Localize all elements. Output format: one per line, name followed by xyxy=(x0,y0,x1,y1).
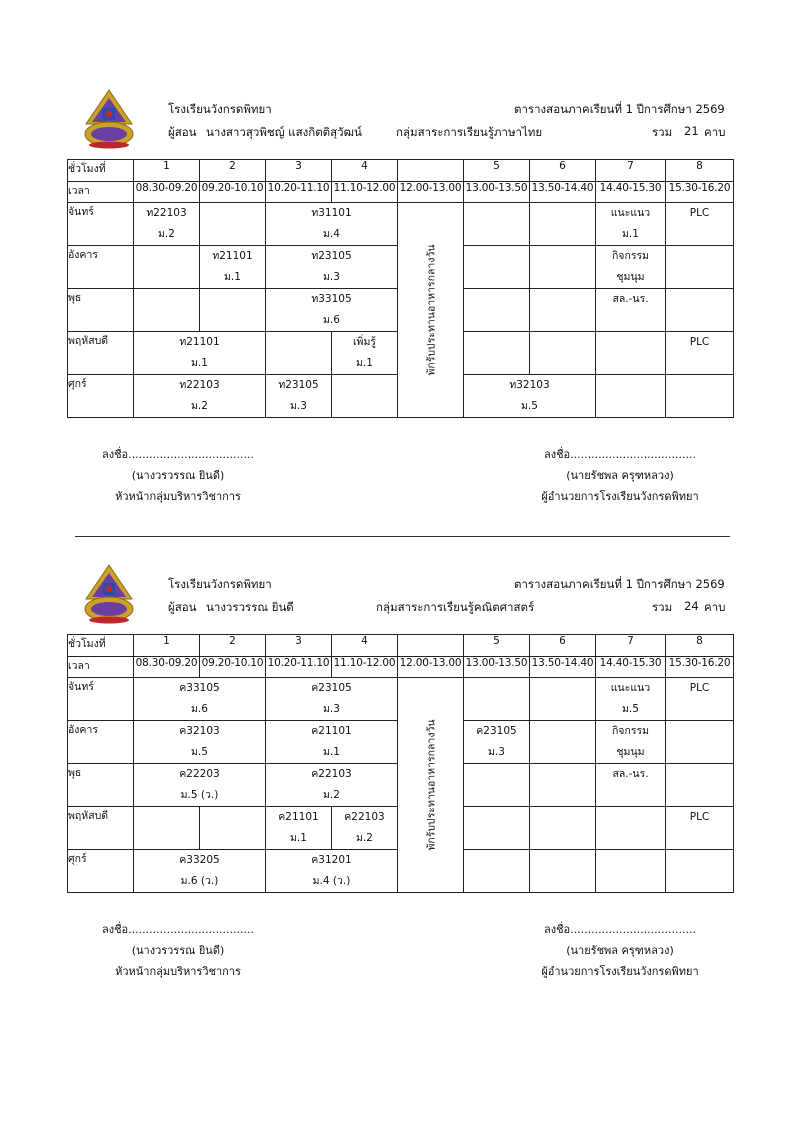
total-value: 21 xyxy=(684,124,699,138)
period-header: ชั่วโมงที่ xyxy=(68,160,134,182)
period-7: 7 xyxy=(596,635,666,657)
empty-cell xyxy=(596,850,666,893)
class-level: ม.5 xyxy=(622,703,639,715)
day-row-mon xyxy=(68,203,734,246)
class-cell xyxy=(134,332,266,375)
time-3: 10.20-11.10 xyxy=(266,182,332,203)
class-cell xyxy=(596,289,666,332)
subject-code: PLC xyxy=(689,811,710,823)
class-cell xyxy=(596,764,666,807)
subject-code: ท22103 xyxy=(146,207,187,219)
subject-group: กลุ่มสาระการเรียนรู้คณิตศาสตร์ xyxy=(376,600,535,614)
class-cell xyxy=(266,721,398,764)
timetable xyxy=(67,159,734,418)
period-4: 4 xyxy=(332,635,398,657)
time-7: 14.40-15.30 xyxy=(596,182,666,203)
empty-cell xyxy=(666,246,734,289)
class-level: ม.1 xyxy=(191,357,208,369)
subject-code: กิจกรรม xyxy=(611,725,650,737)
time-2: 09.20-10.10 xyxy=(200,657,266,678)
period-8: 8 xyxy=(666,635,734,657)
subject-code: ค22103 xyxy=(311,768,352,780)
empty-cell xyxy=(332,375,398,418)
empty-cell xyxy=(464,246,530,289)
subject-code: ค22203 xyxy=(179,768,220,780)
time-2: 09.20-10.10 xyxy=(200,182,266,203)
class-cell xyxy=(134,678,266,721)
subject-code: ท23105 xyxy=(311,250,352,262)
teacher-name: นางสาวสุวพิชญ์ แสงกิตติสุวัฒน์ xyxy=(206,125,362,139)
total-label: รวม xyxy=(652,600,673,614)
subject-code: แนะแนว xyxy=(610,207,651,219)
subject-code: PLC xyxy=(689,336,710,348)
school-logo-icon xyxy=(80,88,138,150)
empty-cell xyxy=(530,246,596,289)
subject-code: ท21101 xyxy=(212,250,253,262)
empty-cell xyxy=(464,203,530,246)
subject-code: ท32103 xyxy=(509,379,550,391)
lunch-break xyxy=(398,678,464,893)
subject-code: PLC xyxy=(689,207,710,219)
class-level: ม.5 xyxy=(191,746,208,758)
period-6: 6 xyxy=(530,160,596,182)
class-cell xyxy=(596,678,666,721)
empty-cell xyxy=(530,807,596,850)
time-8: 15.30-16.20 xyxy=(666,657,734,678)
class-level: ม.2 xyxy=(158,228,175,240)
empty-cell xyxy=(666,721,734,764)
signature-position-left: หัวหน้ากลุ่มบริหารวิชาการ xyxy=(115,965,241,978)
class-level: ม.5 xyxy=(521,400,538,412)
day-name: ศุกร์ xyxy=(68,850,134,893)
period-row xyxy=(68,160,734,182)
class-level: ม.6 (ว.) xyxy=(180,875,219,887)
empty-cell xyxy=(200,807,266,850)
time-6: 13.50-14.40 xyxy=(530,182,596,203)
empty-cell xyxy=(666,375,734,418)
signature-line-right: ลงชื่อ.................................... xyxy=(543,923,697,936)
period-4: 4 xyxy=(332,160,398,182)
time-header: เวลา xyxy=(68,182,134,203)
day-name: พุธ xyxy=(68,764,134,807)
class-cell xyxy=(266,246,398,289)
teacher-name: นางวรวรรณ ยินดี xyxy=(206,600,294,614)
class-level: ม.2 xyxy=(323,789,340,801)
class-cell xyxy=(666,807,734,850)
total-unit: คาบ xyxy=(704,600,726,614)
class-cell xyxy=(596,203,666,246)
empty-cell xyxy=(596,807,666,850)
period-5: 5 xyxy=(464,160,530,182)
empty-cell xyxy=(530,678,596,721)
class-cell xyxy=(666,678,734,721)
class-cell xyxy=(666,332,734,375)
class-cell xyxy=(134,850,266,893)
class-cell xyxy=(266,850,398,893)
school-logo-icon xyxy=(80,563,138,625)
empty-cell xyxy=(200,203,266,246)
day-name: พฤหัสบดี xyxy=(68,807,134,850)
subject-code: ท22103 xyxy=(179,379,220,391)
subject-code: ค32103 xyxy=(179,725,220,737)
subject-code: ท33105 xyxy=(311,293,352,305)
subject-code: PLC xyxy=(689,682,710,694)
empty-cell xyxy=(666,764,734,807)
time-4: 11.10-12.00 xyxy=(332,182,398,203)
time-7: 14.40-15.30 xyxy=(596,657,666,678)
period-lunch xyxy=(398,635,464,657)
day-name: จันทร์ xyxy=(68,203,134,246)
class-level: ม.3 xyxy=(323,703,340,715)
total-label: รวม xyxy=(652,125,673,139)
class-level: ม.3 xyxy=(488,746,505,758)
teacher-label: ผู้สอน xyxy=(168,125,197,139)
total-value: 24 xyxy=(684,599,699,613)
period-lunch xyxy=(398,160,464,182)
time-row xyxy=(68,657,734,678)
schedule-title: ตารางสอนภาคเรียนที่ 1 ปีการศึกษา 2569 xyxy=(514,102,725,116)
class-level: ม.1 xyxy=(290,832,307,844)
lunch-break xyxy=(398,203,464,418)
period-1: 1 xyxy=(134,635,200,657)
empty-cell xyxy=(464,807,530,850)
class-cell xyxy=(266,203,398,246)
class-cell xyxy=(332,807,398,850)
class-level: ม.6 xyxy=(191,703,208,715)
empty-cell xyxy=(464,332,530,375)
class-cell xyxy=(266,375,332,418)
empty-cell xyxy=(530,203,596,246)
subject-code: สล.-นร. xyxy=(612,768,649,780)
period-6: 6 xyxy=(530,635,596,657)
empty-cell xyxy=(666,850,734,893)
subject-code: ค31201 xyxy=(311,854,352,866)
empty-cell xyxy=(266,332,332,375)
time-6: 13.50-14.40 xyxy=(530,657,596,678)
empty-cell xyxy=(134,246,200,289)
class-cell xyxy=(266,289,398,332)
empty-cell xyxy=(134,807,200,850)
subject-code: กิจกรรม xyxy=(611,250,650,262)
period-3: 3 xyxy=(266,635,332,657)
period-2: 2 xyxy=(200,635,266,657)
empty-cell xyxy=(464,289,530,332)
class-cell xyxy=(596,246,666,289)
time-1: 08.30-09.20 xyxy=(134,182,200,203)
time-header: เวลา xyxy=(68,657,134,678)
class-level: ม.2 xyxy=(356,832,373,844)
class-cell xyxy=(266,807,332,850)
subject-code: ค21101 xyxy=(278,811,319,823)
period-5: 5 xyxy=(464,635,530,657)
empty-cell xyxy=(464,850,530,893)
empty-cell xyxy=(530,764,596,807)
day-row-mon xyxy=(68,678,734,721)
class-cell xyxy=(266,764,398,807)
period-3: 3 xyxy=(266,160,332,182)
class-level: ม.1 xyxy=(323,746,340,758)
timetable xyxy=(67,634,734,893)
class-cell xyxy=(666,203,734,246)
class-level: ม.4 xyxy=(323,228,340,240)
signature-name-right: (นายรัชพล ครุฑหลวง) xyxy=(566,469,674,482)
subject-code: ท21101 xyxy=(179,336,220,348)
teacher-label: ผู้สอน xyxy=(168,600,197,614)
signature-line-right: ลงชื่อ.................................... xyxy=(543,448,697,461)
empty-cell xyxy=(530,721,596,764)
subject-code: สล.-นร. xyxy=(612,293,649,305)
subject-code: แนะแนว xyxy=(610,682,651,694)
period-2: 2 xyxy=(200,160,266,182)
signature-line-left: ลงชื่อ.................................... xyxy=(101,448,255,461)
period-1: 1 xyxy=(134,160,200,182)
subject-code: ท31101 xyxy=(311,207,352,219)
period-7: 7 xyxy=(596,160,666,182)
lunch-text: พักรับประทานอาหารกลางวัน xyxy=(425,719,437,851)
subject-code: ค23105 xyxy=(311,682,352,694)
class-level: ชุมนุม xyxy=(616,271,645,283)
time-5: 13.00-13.50 xyxy=(464,657,530,678)
page-divider xyxy=(75,536,730,537)
day-name: อังคาร xyxy=(68,721,134,764)
day-name: ศุกร์ xyxy=(68,375,134,418)
class-level: ม.5 (ว.) xyxy=(180,789,219,801)
time-8: 15.30-16.20 xyxy=(666,182,734,203)
class-level: ชุมนุม xyxy=(616,746,645,758)
empty-cell xyxy=(134,289,200,332)
class-level: ม.1 xyxy=(622,228,639,240)
empty-cell xyxy=(464,678,530,721)
class-cell xyxy=(464,721,530,764)
class-cell xyxy=(134,203,200,246)
subject-code: ค33105 xyxy=(179,682,220,694)
class-level: ม.1 xyxy=(356,357,373,369)
empty-cell xyxy=(464,764,530,807)
school-name: โรงเรียนวังกรดพิทยา xyxy=(168,577,272,591)
signature-line-left: ลงชื่อ.................................... xyxy=(101,923,255,936)
time-lunch: 12.00-13.00 xyxy=(398,182,464,203)
schedule-title: ตารางสอนภาคเรียนที่ 1 ปีการศึกษา 2569 xyxy=(514,577,725,591)
period-header: ชั่วโมงที่ xyxy=(68,635,134,657)
total-unit: คาบ xyxy=(704,125,726,139)
empty-cell xyxy=(530,332,596,375)
class-cell xyxy=(134,721,266,764)
empty-cell xyxy=(596,375,666,418)
signature-name-left: (นางวรวรรณ ยินดี) xyxy=(131,469,225,482)
empty-cell xyxy=(596,332,666,375)
time-lunch: 12.00-13.00 xyxy=(398,657,464,678)
signature-name-right: (นายรัชพล ครุฑหลวง) xyxy=(566,944,674,957)
subject-code: ท23105 xyxy=(278,379,319,391)
time-1: 08.30-09.20 xyxy=(134,657,200,678)
class-cell xyxy=(596,721,666,764)
subject-code: เพิ่มรู้ xyxy=(352,336,377,348)
subject-code: ค21101 xyxy=(311,725,352,737)
class-cell xyxy=(200,246,266,289)
empty-cell xyxy=(200,289,266,332)
day-name: อังคาร xyxy=(68,246,134,289)
time-3: 10.20-11.10 xyxy=(266,657,332,678)
time-row xyxy=(68,182,734,203)
lunch-text: พักรับประทานอาหารกลางวัน xyxy=(425,244,437,376)
class-level: ม.1 xyxy=(224,271,241,283)
class-cell xyxy=(266,678,398,721)
day-name: พุธ xyxy=(68,289,134,332)
time-5: 13.00-13.50 xyxy=(464,182,530,203)
class-cell xyxy=(332,332,398,375)
subject-code: ค33205 xyxy=(179,854,220,866)
class-level: ม.4 (ว.) xyxy=(312,875,351,887)
day-name: พฤหัสบดี xyxy=(68,332,134,375)
class-level: ม.6 xyxy=(323,314,340,326)
signature-position-right: ผู้อำนวยการโรงเรียนวังกรดพิทยา xyxy=(541,490,699,503)
empty-cell xyxy=(530,850,596,893)
class-level: ม.3 xyxy=(323,271,340,283)
empty-cell xyxy=(530,289,596,332)
class-cell xyxy=(134,764,266,807)
signature-position-right: ผู้อำนวยการโรงเรียนวังกรดพิทยา xyxy=(541,965,699,978)
class-level: ม.2 xyxy=(191,400,208,412)
school-name: โรงเรียนวังกรดพิทยา xyxy=(168,102,272,116)
time-4: 11.10-12.00 xyxy=(332,657,398,678)
subject-code: ค22103 xyxy=(344,811,385,823)
day-name: จันทร์ xyxy=(68,678,134,721)
class-cell xyxy=(134,375,266,418)
period-row xyxy=(68,635,734,657)
period-8: 8 xyxy=(666,160,734,182)
class-level: ม.3 xyxy=(290,400,307,412)
subject-group: กลุ่มสาระการเรียนรู้ภาษาไทย xyxy=(396,125,543,139)
subject-code: ค23105 xyxy=(476,725,517,737)
signature-position-left: หัวหน้ากลุ่มบริหารวิชาการ xyxy=(115,490,241,503)
empty-cell xyxy=(666,289,734,332)
class-cell xyxy=(464,375,596,418)
signature-name-left: (นางวรวรรณ ยินดี) xyxy=(131,944,225,957)
